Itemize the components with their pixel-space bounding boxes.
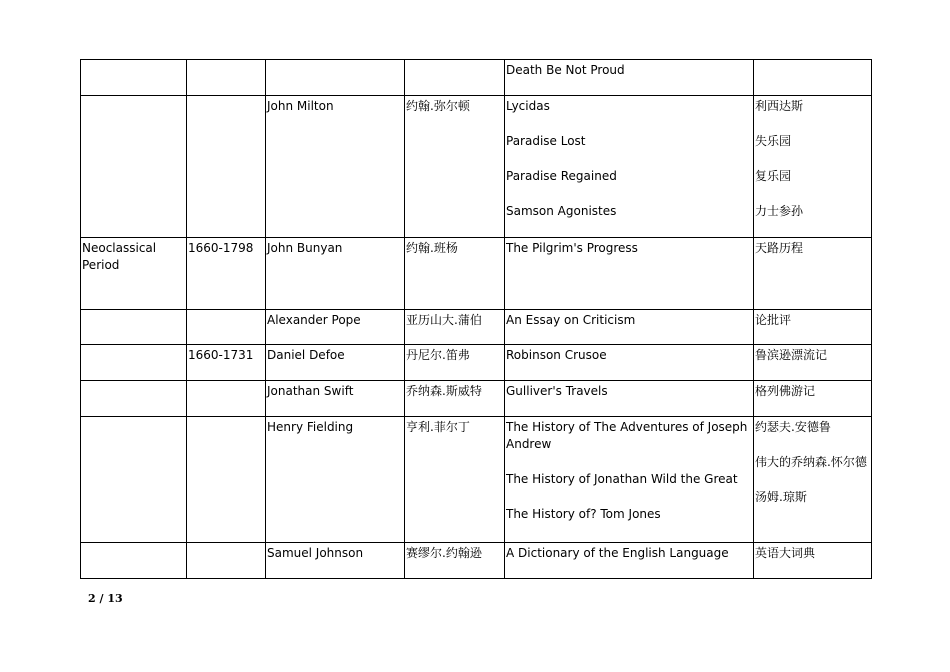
period-cell bbox=[81, 96, 187, 238]
period-cell bbox=[81, 345, 187, 381]
table-row bbox=[81, 543, 872, 579]
works-en-cell bbox=[505, 543, 754, 579]
works-zh-cell bbox=[754, 543, 872, 579]
table-row bbox=[81, 238, 872, 310]
works-en-cell bbox=[505, 96, 754, 238]
table-row bbox=[81, 60, 872, 96]
period-cell bbox=[81, 417, 187, 543]
work-title-zh: 英语大词典 bbox=[755, 546, 816, 560]
dates-cell bbox=[187, 60, 266, 96]
work-title-zh: 天路历程 bbox=[755, 241, 804, 255]
author-zh-cell: 丹尼尔.笛弗 bbox=[405, 345, 505, 381]
period-cell bbox=[81, 543, 187, 579]
work-title-zh: 格列佛游记 bbox=[755, 384, 816, 398]
table-row bbox=[81, 345, 872, 381]
work-title: The History of The Adventures of Joseph Andrew bbox=[506, 420, 748, 451]
work-title: An Essay on Criticism bbox=[506, 313, 636, 327]
works-en-cell bbox=[505, 238, 754, 310]
work-title-zh: 伟大的乔纳森.怀尔德 bbox=[755, 455, 867, 469]
work-title: Lycidas bbox=[506, 99, 550, 113]
work-title-zh: 约瑟夫.安德鲁 bbox=[755, 420, 831, 434]
works-zh-cell bbox=[754, 60, 872, 96]
work-title: The History of Jonathan Wild the Great bbox=[506, 472, 738, 486]
works-zh-cell bbox=[754, 381, 872, 417]
author-zh-cell: 约翰.班杨 bbox=[405, 238, 505, 310]
work-title: Samson Agonistes bbox=[506, 204, 617, 218]
period-cell bbox=[81, 60, 187, 96]
author-en-cell bbox=[266, 60, 405, 96]
dates-cell bbox=[187, 543, 266, 579]
period-cell bbox=[81, 381, 187, 417]
author-en-cell: John Milton bbox=[266, 96, 405, 238]
works-en-cell bbox=[505, 417, 754, 543]
work-title-zh: 力士参孙 bbox=[755, 204, 804, 218]
table-row bbox=[81, 417, 872, 543]
author-zh-cell bbox=[405, 60, 505, 96]
works-zh-cell bbox=[754, 238, 872, 310]
work-title-zh: 论批评 bbox=[755, 313, 792, 327]
author-en-cell: John Bunyan bbox=[266, 238, 405, 310]
page-number: 2 / 13 bbox=[88, 592, 123, 605]
period-cell bbox=[81, 310, 187, 345]
author-zh-cell: 亨利.菲尔丁 bbox=[405, 417, 505, 543]
works-zh-cell bbox=[754, 345, 872, 381]
works-en-cell bbox=[505, 381, 754, 417]
work-title: Robinson Crusoe bbox=[506, 348, 607, 362]
works-en-cell bbox=[505, 345, 754, 381]
work-title: Gulliver's Travels bbox=[506, 384, 608, 398]
works-en-cell bbox=[505, 60, 754, 96]
literature-table bbox=[80, 59, 872, 579]
author-en-cell: Alexander Pope bbox=[266, 310, 405, 345]
table-row bbox=[81, 310, 872, 345]
work-title: A Dictionary of the English Language bbox=[506, 546, 729, 560]
table-row bbox=[81, 96, 872, 238]
work-title: Death Be Not Proud bbox=[506, 63, 625, 77]
works-zh-cell bbox=[754, 96, 872, 238]
work-title-zh: 失乐园 bbox=[755, 134, 792, 148]
author-en-cell: Samuel Johnson bbox=[266, 543, 405, 579]
work-title-zh: 复乐园 bbox=[755, 169, 792, 183]
dates-cell bbox=[187, 417, 266, 543]
author-zh-cell: 亚历山大.蒲伯 bbox=[405, 310, 505, 345]
work-title-zh: 汤姆.琼斯 bbox=[755, 490, 807, 504]
work-title-zh: 鲁滨逊漂流记 bbox=[755, 348, 828, 362]
author-en-cell: Henry Fielding bbox=[266, 417, 405, 543]
work-title: The History of? Tom Jones bbox=[506, 507, 661, 521]
author-zh-cell: 赛缪尔.约翰逊 bbox=[405, 543, 505, 579]
work-title: The Pilgrim's Progress bbox=[506, 241, 638, 255]
dates-cell: 1660-1798 bbox=[187, 238, 266, 310]
works-zh-cell bbox=[754, 417, 872, 543]
works-en-cell bbox=[505, 310, 754, 345]
table-row bbox=[81, 381, 872, 417]
author-zh-cell: 约翰.弥尔顿 bbox=[405, 96, 505, 238]
dates-cell bbox=[187, 96, 266, 238]
dates-cell: 1660-1731 bbox=[187, 345, 266, 381]
work-title: Paradise Regained bbox=[506, 169, 617, 183]
dates-cell bbox=[187, 381, 266, 417]
period-cell: Neoclassical Period bbox=[81, 238, 187, 310]
dates-cell bbox=[187, 310, 266, 345]
work-title-zh: 利西达斯 bbox=[755, 99, 804, 113]
author-zh-cell: 乔纳森.斯威特 bbox=[405, 381, 505, 417]
work-title: Paradise Lost bbox=[506, 134, 586, 148]
author-en-cell: Daniel Defoe bbox=[266, 345, 405, 381]
author-en-cell: Jonathan Swift bbox=[266, 381, 405, 417]
works-zh-cell bbox=[754, 310, 872, 345]
